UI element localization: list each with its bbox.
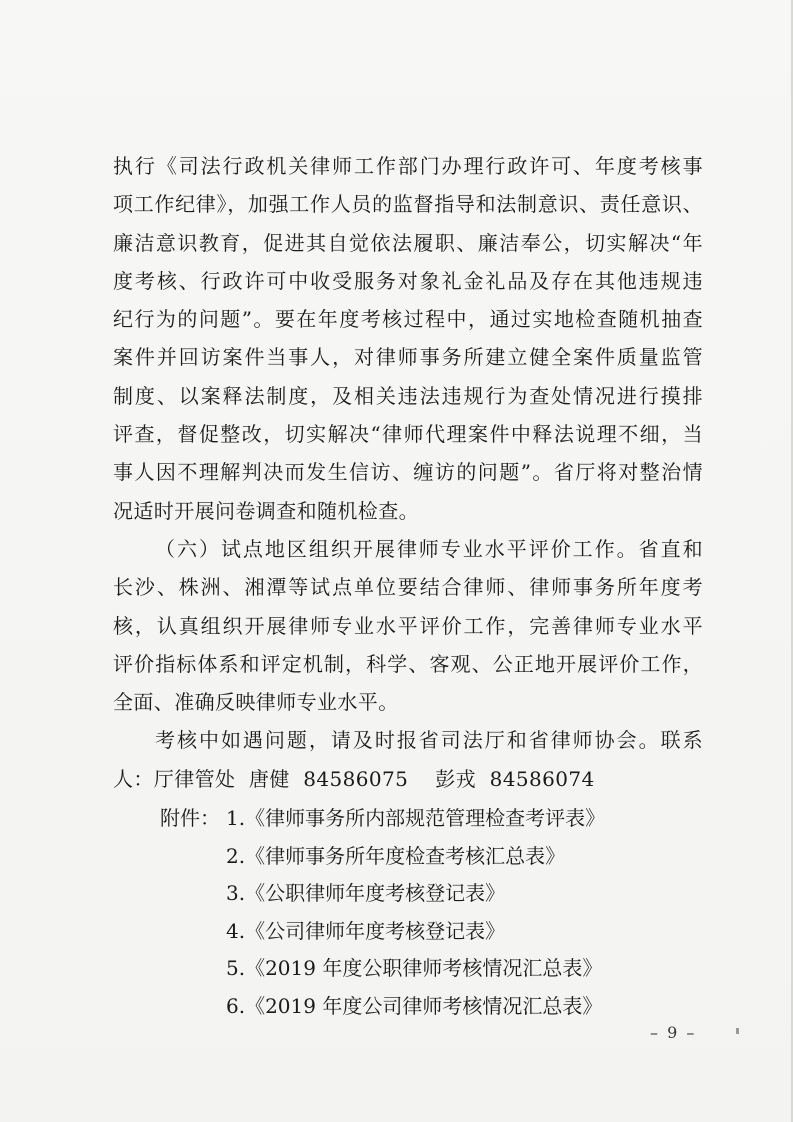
text-line: 核，认真组织开展律师专业水平评价工作，完善律师专业水平 xyxy=(113,613,703,638)
page-number: – 9 – xyxy=(650,1023,697,1042)
paragraph-pilot-evaluation xyxy=(113,530,703,721)
text-line: 项工作纪律》，加强工作人员的监督指导和法制意识、责任意识、 xyxy=(113,192,703,217)
attachment-item: 5.《2019 年度公职律师考核情况汇总表》 xyxy=(226,956,603,981)
text-line: 全面、准确反映律师专业水平。 xyxy=(113,690,399,715)
attachment-row xyxy=(160,913,605,951)
attachment-row xyxy=(160,875,605,913)
attachment-item: 4.《公司律师年度考核登记表》 xyxy=(226,918,506,943)
attachment-row xyxy=(160,950,605,988)
text-line: 制度、以案释法制度，及相关违法违规行为查处情况进行摸排 xyxy=(113,383,703,408)
scan-mark xyxy=(736,1028,739,1034)
attachment-row xyxy=(160,838,605,876)
text-line: 长沙、株洲、湘潭等试点单位要结合律师、律师事务所年度考 xyxy=(113,575,703,600)
text-line: 评价指标体系和评定机制，科学、客观、公正地开展评价工作， xyxy=(113,651,703,676)
text-line: 评查，督促整改，切实解决“律师代理案件中释法说理不细，当 xyxy=(113,422,703,447)
text-line: 事人因不理解判决而发生信访、缠访的问题”。省厅将对整治情 xyxy=(113,460,703,485)
text-line: 况适时开展问卷调查和随机检查。 xyxy=(113,498,419,523)
text-line: （六）试点地区组织开展律师专业水平评价工作。省直和 xyxy=(155,536,703,561)
attachment-item: 1.《律师事务所内部规范管理检查考评表》 xyxy=(226,806,606,830)
body-text xyxy=(113,147,703,798)
attachment-list xyxy=(160,800,605,1026)
attachment-item: 6.《2019 年度公司律师考核情况汇总表》 xyxy=(226,993,603,1018)
attachment-label: 附件： xyxy=(160,806,220,830)
paragraph-discipline xyxy=(113,147,703,530)
text-line: 度考核、行政许可中收受服务对象礼金礼品及存在其他违规违 xyxy=(113,268,703,293)
attachment-row xyxy=(160,988,605,1026)
paragraph-contact xyxy=(113,721,703,798)
text-line: 纪行为的问题”。要在年度考核过程中，通过实地检查随机抽查 xyxy=(113,307,703,332)
text-line: 考核中如遇问题，请及时报省司法厅和省律师协会。联系 xyxy=(155,728,703,753)
text-line: 执行《司法行政机关律师工作部门办理行政许可、年度考核事 xyxy=(113,154,703,178)
text-line: 案件并回访案件当事人，对律师事务所建立健全案件质量监管 xyxy=(113,345,703,370)
text-line: 廉洁意识教育，促进其自觉依法履职、廉洁奉公，切实解决“年 xyxy=(113,230,703,255)
attachment-row xyxy=(160,800,605,838)
attachment-item: 3.《公职律师年度考核登记表》 xyxy=(226,881,506,906)
attachment-item: 2.《律师事务所年度检查考核汇总表》 xyxy=(226,843,566,868)
contact-line: 人：厅律管处 唐健 84586075 彭戎 84586074 xyxy=(113,766,595,791)
